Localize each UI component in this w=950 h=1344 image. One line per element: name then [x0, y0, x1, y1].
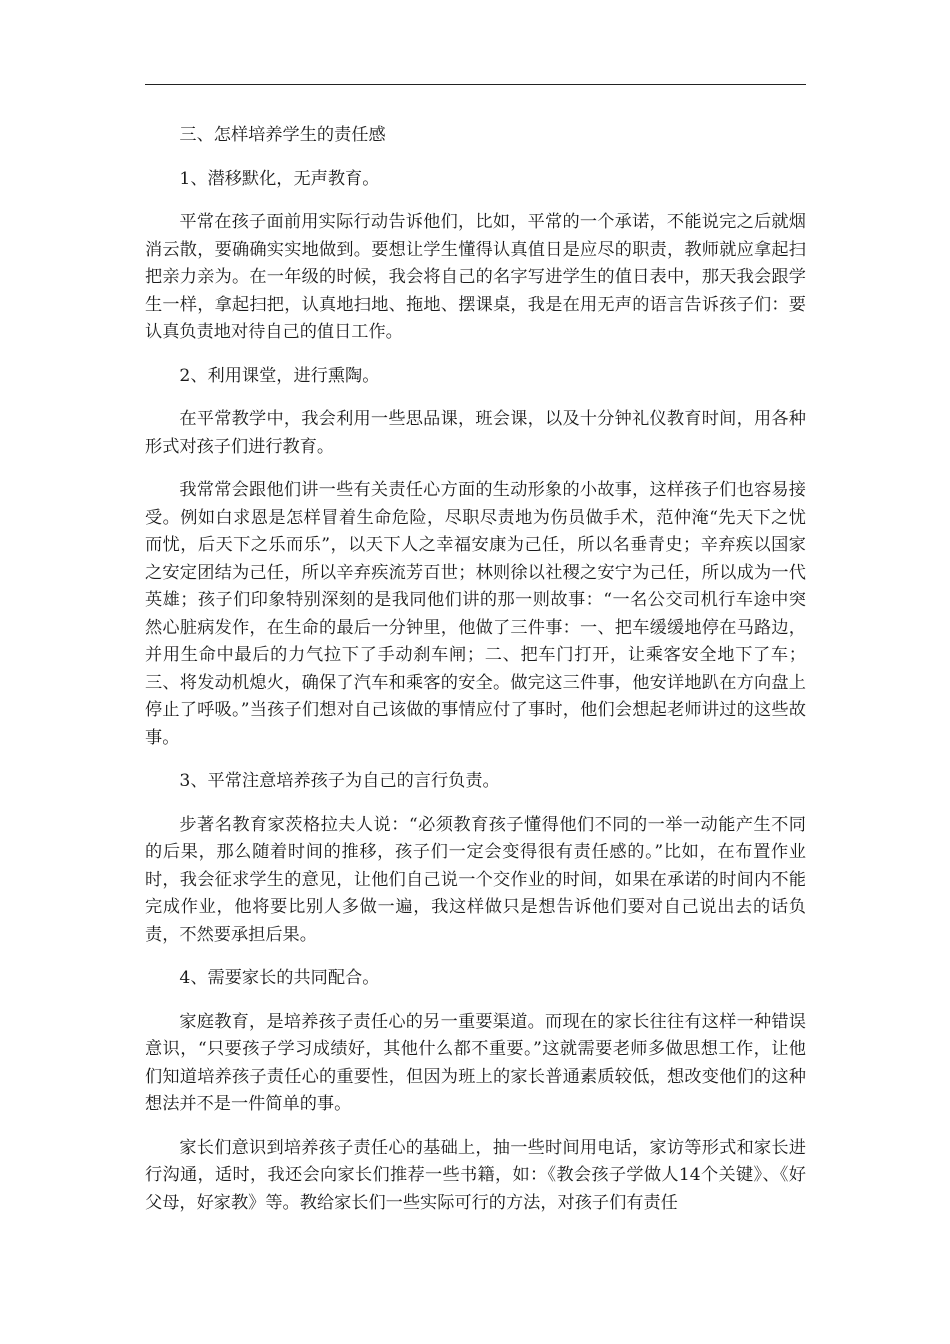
body-paragraph: 家长们意识到培养孩子责任心的基础上，抽一些时间用电话，家访等形式和家长进行沟通，适时，我还会向家长们推荐一些书籍，如：《教会孩子学做人14个关键》、《好父母，好家教》等。教给家长们一些实际可行的方法，对孩子们有责任: [145, 1137, 806, 1213]
body-paragraph: 步著名教育家茨格拉夫人说：“必须教育孩子懂得他们不同的一举一动能产生不同的后果，那么随着时间的推移，孩子们一定会变得很有责任感的。”比如，在布置作业时，我会征求学生的意见，让他们自己说一个交作业的时间，如果在承诺的时间内不能完成作业，他将要比别人多做一遍，我这样做只是想告诉他们要对自己说出去的话负责，不然要承担后果。: [145, 814, 806, 945]
body-paragraph: 平常在孩子面前用实际行动告诉他们，比如，平常的一个承诺，不能说完之后就烟消云散，要确确实实地做到。要想让学生懂得认真值日是应尽的职责，教师就应拿起扫把亲力亲为。在一年级的时候，我会将自己的名字写进学生的值日表中，那天我会跟学生一样，拿起扫把，认真地扫地、拖地、摆课桌，我是在用无声的语言告诉孩子们：要认真负责地对待自己的值日工作。: [145, 212, 806, 342]
subheading-4: 4、需要家长的共同配合。: [179, 968, 380, 988]
subheading-3: 3、平常注意培养孩子为自己的言行负责。: [179, 771, 500, 791]
document-body: [145, 122, 806, 1233]
subheading-2: 2、利用课堂，进行熏陶。: [179, 365, 380, 386]
body-paragraph: 在平常教学中，我会利用一些思品课，班会课，以及十分钟礼仪教育时间，用各种形式对孩子们进行教育。: [145, 409, 806, 457]
section-heading: 三、怎样培养学生的责任感: [179, 125, 386, 145]
body-paragraph: 家庭教育，是培养孩子责任心的另一重要渠道。而现在的家长往往有这样一种错误意识，“只要孩子学习成绩好，其他什么都不重要。”这就需要老师多做思想工作，让他们知道培养孩子责任心的重要性，但因为班上的家长普通素质较低，想改变他们的这种想法并不是一件简单的事。: [145, 1011, 806, 1114]
subheading-1: 1、潜移默化，无声教育。: [179, 168, 380, 189]
body-paragraph: 我常常会跟他们讲一些有关责任心方面的生动形象的小故事，这样孩子们也容易接受。例如白求恩是怎样冒着生命危险，尽职尽责地为伤员做手术，范仲淹“先天下之忧而忧，后天下之乐而乐”，以天下人之幸福安康为己任，所以名垂青史；辛弃疾以国家之安定团结为己任，所以辛弃疾流芳百世；林则徐以社稷之安宁为己任，所以成为一代英雄；孩子们印象特别深刻的是我同他们讲的那一则故事：“一名公交司机行车途中突然心脏病发作，在生命的最后一分钟里，他做了三件事：一、把车缓缓地停在马路边，并用生命中最后的力气拉下了手动刹车闸；二、把车门打开，让乘客安全地下了车；三、将发动机熄火，确保了汽车和乘客的安全。做完这三件事，他安详地趴在方向盘上停止了呼吸。”当孩子们想对自己该做的事情应付了事时，他们会想起老师讲过的这些故事。: [145, 480, 806, 748]
header-rule: [145, 84, 806, 85]
